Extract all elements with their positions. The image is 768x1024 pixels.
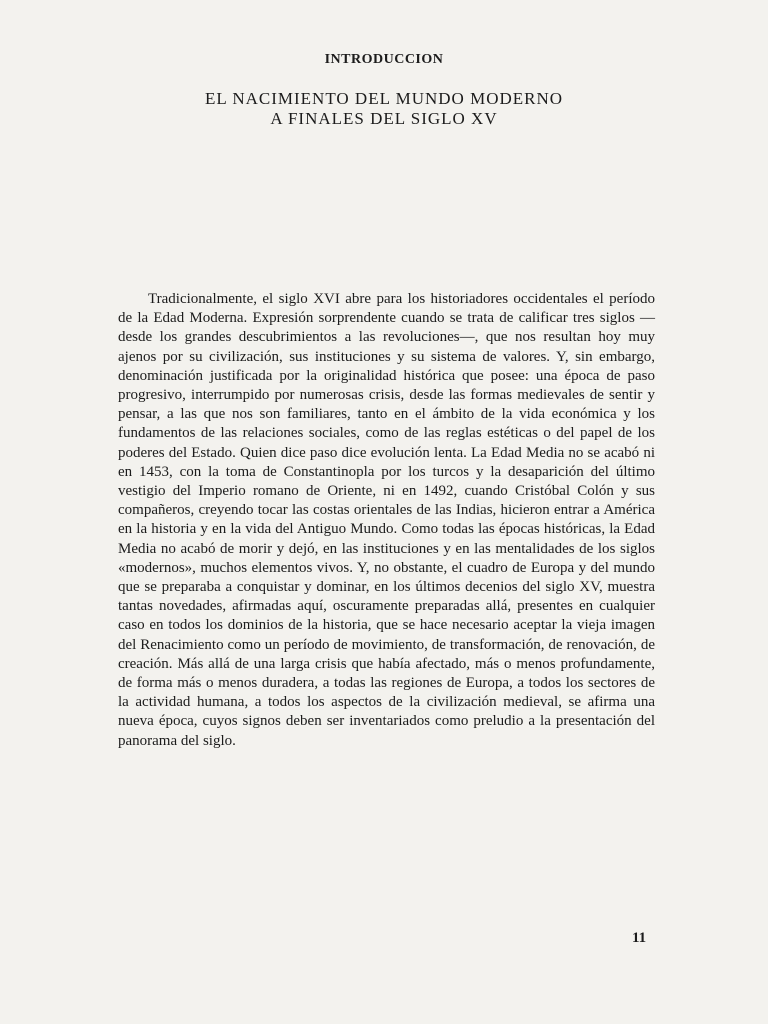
chapter-title-line-2: A FINALES DEL SIGLO XV <box>270 109 498 128</box>
paragraph: Tradicionalmente, el siglo XVI abre para los historiadores occidentales el período de la Edad Moderna. Expresión sorprendente cuando se trata de calificar tres siglos —desde los grandes descubrimientos a las revoluciones—, que nos resultan hoy muy ajenos por su civilización, sus instituciones y su sistema de valores. Y, sin embargo, denominación justificada por la originalidad histórica que posee: una época de paso progresivo, interrumpido por numerosas crisis, desde las formas medievales de sentir y pensar, a las que nos son familiares, tanto en el ámbito de la vida económica y los fundamentos de las relaciones sociales, como de las reglas estéticas o del papel de los poderes del Estado. Quien dice paso dice evolución lenta. La Edad Media no se acabó ni en 1453, con la toma de Constantinopla por los turcos y la desaparición del último vestigio del Imperio romano de Oriente, ni en 1492, cuando Cristóbal Colón y sus compañeros, creyendo tocar las costas orientales de las Indias, hicieron entrar a América en la historia y en la vida del Antiguo Mundo. Como todas las épocas históricas, la Edad Media no acabó de morir y dejó, en las instituciones y en las mentalidades de los siglos «modernos», muchos elementos vivos. Y, no obstante, el cuadro de Europa y del mundo que se preparaba a conquistar y dominar, en los últimos decenios del siglo XV, muestra tantas novedades, afirmadas aquí, oscuramente preparadas allá, presentes en cualquier caso en todos los dominios de la historia, que se hace necesario aceptar la vieja imagen del Renacimiento como un período de movimiento, de transformación, de renovación, de creación. Más allá de una larga crisis que había afectado, más o menos profundamente, de forma más o menos duradera, a todas las regiones de Europa, a todos los sectores de la actividad humana, a todos los aspectos de la civilización medieval, se afirma una nueva época, cuyos signos deben ser inventariados como preludio a la presentación del panorama del siglo. <box>118 291 655 749</box>
section-label: INTRODUCCION <box>324 52 444 67</box>
body-text <box>118 290 655 751</box>
chapter-title-line-1: EL NACIMIENTO DEL MUNDO MODERNO <box>204 89 564 108</box>
page-number: 11 <box>632 930 647 946</box>
chapter-title <box>0 89 768 129</box>
